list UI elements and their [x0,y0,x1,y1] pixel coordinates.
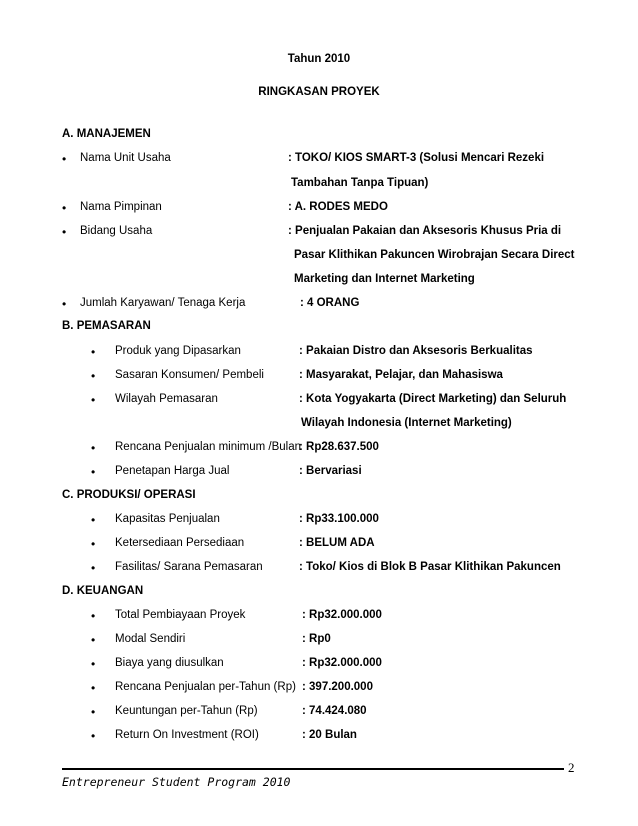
label-ketersediaan-persediaan: Ketersediaan Persediaan [115,537,245,549]
label-sasaran-konsumen: Sasaran Konsumen/ Pembeli [115,369,264,381]
bullet-icon: • [62,297,67,311]
label-total-pembiayaan: Total Pembiayaan Proyek [115,609,246,621]
bullet-icon: • [91,681,96,695]
label-rencana-penjualan-bulan: Rencana Penjualan minimum /Bulan [115,441,302,453]
value-fasilitas-pemasaran: : Toko/ Kios di Blok B Pasar Klithikan Pakuncen [299,561,561,573]
bullet-icon: • [91,441,96,455]
label-biaya-diusulkan: Biaya yang diusulkan [115,657,224,669]
label-roi: Return On Investment (ROI) [115,729,259,741]
bullet-icon: • [91,609,96,623]
value-nama-pimpinan: : A. RODES MEDO [288,201,388,213]
label-penetapan-harga: Penetapan Harga Jual [115,465,230,477]
bullet-icon: • [91,633,96,647]
footer-text: Entrepreneur Student Program 2010 [62,775,291,789]
section-b-heading: B. PEMASARAN [62,320,151,332]
bullet-icon: • [91,513,96,527]
label-keuntungan-tahun: Keuntungan per-Tahun (Rp) [115,705,258,717]
value-wilayah-pemasaran: : Kota Yogyakarta (Direct Marketing) dan Seluruh [299,393,567,405]
document-title: RINGKASAN PROYEK [258,86,380,98]
value-bidang-usaha-cont2: Marketing dan Internet Marketing [294,273,475,285]
value-roi: : 20 Bulan [302,729,357,741]
value-sasaran-konsumen: : Masyarakat, Pelajar, dan Mahasiswa [299,369,503,381]
section-a-heading: A. MANAJEMEN [62,128,151,140]
page-number: 2 [568,760,575,775]
value-penetapan-harga: : Bervariasi [299,465,362,477]
value-rencana-penjualan-tahun: : 397.200.000 [302,681,373,693]
value-bidang-usaha: : Penjualan Pakaian dan Aksesoris Khusus Pria di [288,225,562,237]
bullet-icon: • [62,201,67,215]
value-bidang-usaha-cont: Pasar Klithikan Pakuncen Wirobrajan Secara Direct [294,249,575,261]
label-nama-unit-usaha: Nama Unit Usaha [80,152,171,164]
section-d-heading: D. KEUANGAN [62,585,144,597]
bullet-icon: • [91,729,96,743]
value-ketersediaan-persediaan: : BELUM ADA [299,537,375,549]
label-fasilitas-pemasaran: Fasilitas/ Sarana Pemasaran [115,561,263,573]
bullet-icon: • [62,152,67,166]
bullet-icon: • [91,345,96,359]
bullet-icon: • [91,369,96,383]
bullet-icon: • [91,705,96,719]
bullet-icon: • [62,225,67,239]
label-rencana-penjualan-tahun: Rencana Penjualan per-Tahun (Rp) [115,681,296,693]
label-produk: Produk yang Dipasarkan [115,345,241,357]
value-keuntungan-tahun: : 74.424.080 [302,705,367,717]
label-kapasitas-penjualan: Kapasitas Penjualan [115,513,220,525]
document-year: Tahun 2010 [287,53,351,65]
label-bidang-usaha: Bidang Usaha [80,225,153,237]
value-nama-unit-usaha-cont: Tambahan Tanpa Tipuan) [291,177,429,189]
value-wilayah-pemasaran-cont: Wilayah Indonesia (Internet Marketing) [301,417,512,429]
value-modal-sendiri: : Rp0 [302,633,331,645]
value-produk: : Pakaian Distro dan Aksesoris Berkualitas [299,345,533,357]
bullet-icon: • [91,561,96,575]
value-total-pembiayaan: : Rp32.000.000 [302,609,382,621]
bullet-icon: • [91,657,96,671]
value-kapasitas-penjualan: : Rp33.100.000 [299,513,379,525]
bullet-icon: • [91,465,96,479]
value-biaya-diusulkan: : Rp32.000.000 [302,657,382,669]
bullet-icon: • [91,537,96,551]
section-c-heading: C. PRODUKSI/ OPERASI [62,489,196,501]
label-nama-pimpinan: Nama Pimpinan [80,201,162,213]
footer-divider [62,768,564,770]
value-rencana-penjualan-bulan: : Rp28.637.500 [299,441,379,453]
label-modal-sendiri: Modal Sendiri [115,633,186,645]
value-jumlah-karyawan: : 4 ORANG [300,297,360,309]
label-wilayah-pemasaran: Wilayah Pemasaran [115,393,218,405]
value-nama-unit-usaha: : TOKO/ KIOS SMART-3 (Solusi Mencari Rezeki [288,152,545,164]
bullet-icon: • [91,393,96,407]
label-jumlah-karyawan: Jumlah Karyawan/ Tenaga Kerja [80,297,246,309]
